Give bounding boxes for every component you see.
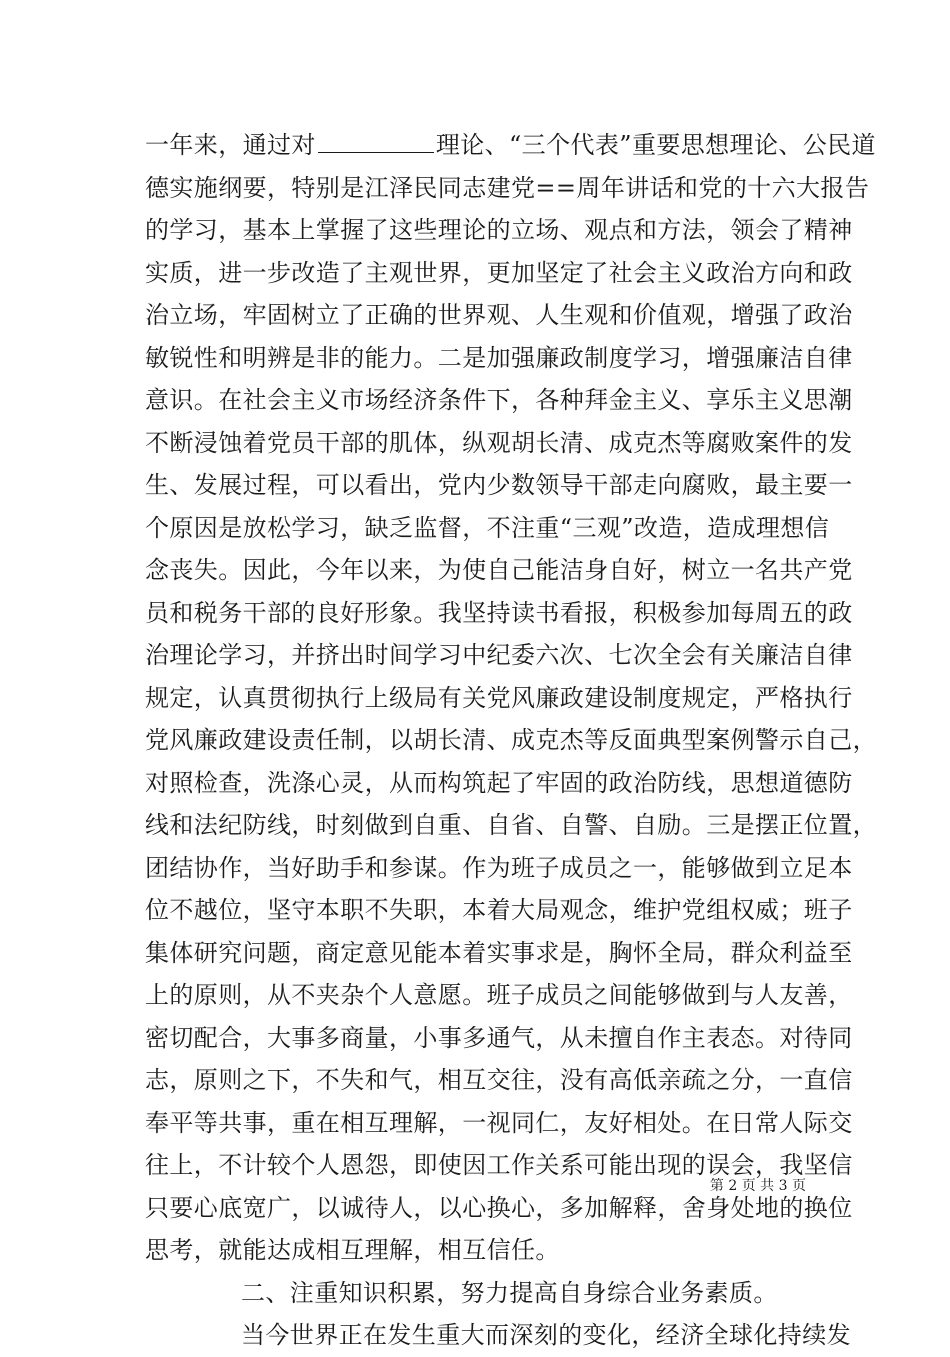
text-line: 上的原则，从不夹杂个人意愿。班子成员之间能够做到与人友善，: [145, 981, 853, 1009]
text-line: 不断浸蚀着党员干部的肌体，纵观胡长清、成克杰等腐败案件的发: [145, 428, 853, 457]
paragraph-first-line: 当今世界正在发生重大而深刻的变化，经济全球化持续发: [241, 1321, 851, 1349]
text-line: 往上，不计较个人恩怨，即使因工作关系可能出现的误会，我坚信: [145, 1151, 853, 1179]
line-text-before-blank: 一年来，通过对: [145, 131, 316, 159]
text-line: 规定，认真贯彻执行上级局有关党风廉政建设制度规定，严格执行: [145, 683, 853, 712]
text-line: 只要心底宽广，以诚待人，以心换心，多加解释，舍身处地的换位: [145, 1193, 853, 1222]
text-line: 治理论学习，并挤出时间学习中纪委六次、七次全会有关廉洁自律: [145, 641, 853, 669]
text-line: 员和税务干部的良好形象。我坚持读书看报，积极参加每周五的政: [145, 598, 853, 627]
text-line: 意识。在社会主义市场经济条件下，各种拜金主义、享乐主义思潮: [145, 386, 853, 414]
text-line: [145, 124, 876, 167]
text-line: 生、发展过程，可以看出，党内少数领导干部走向腐败，最主要一: [145, 471, 853, 499]
text-line: 德实施纲要，特别是江泽民同志建党==周年讲话和党的十六大报告: [145, 173, 870, 202]
document-body: [145, 124, 877, 1357]
page-number-footer: 第 2 页 共 3 页: [709, 1178, 806, 1194]
text-line: 敏锐性和明辨是非的能力。二是加强廉政制度学习，增强廉洁自律: [145, 343, 853, 372]
text-line: 思考，就能达成相互理解，相互信任。: [145, 1236, 560, 1264]
line-text-after-blank: 理论、“三个代表”重要思想理论、公民道: [435, 131, 876, 159]
text-line: 集体研究问题，商定意见能本着实事求是，胸怀全局，群众利益至: [145, 938, 853, 967]
text-line: 党风廉政建设责任制，以胡长清、成克杰等反面典型案例警示自己，: [145, 726, 877, 754]
text-line: 对照检查，洗涤心灵，从而构筑起了牢固的政治防线，思想道德防: [145, 768, 853, 797]
text-line: 实质，进一步改造了主观世界，更加坚定了社会主义政治方向和政: [145, 258, 853, 287]
text-line: 治立场，牢固树立了正确的世界观、人生观和价值观，增强了政治: [145, 301, 853, 329]
text-line: 奉平等共事，重在相互理解，一视同仁，友好相处。在日常人际交: [145, 1108, 853, 1137]
text-line: 密切配合，大事多商量，小事多通气，从未擅自作主表态。对待同: [145, 1023, 853, 1052]
fill-in-blank: [318, 130, 434, 153]
text-line: 的学习，基本上掌握了这些理论的立场、观点和方法，领会了精神: [145, 216, 853, 244]
section-heading: 二、注重知识积累，努力提高自身综合业务素质。: [241, 1278, 778, 1307]
text-line: 线和法纪防线，时刻做到自重、自省、自警、自励。三是摆正位置，: [145, 811, 877, 839]
text-line: 团结协作，当好助手和参谋。作为班子成员之一，能够做到立足本: [145, 853, 853, 882]
text-line: 个原因是放松学习，缺乏监督，不注重“三观”改造，造成理想信: [145, 513, 830, 542]
text-line: 志，原则之下，不失和气，相互交往，没有高低亲疏之分，一直信: [145, 1066, 853, 1094]
text-line: 位不越位，坚守本职不失职，本着大局观念，维护党组权威；班子: [145, 896, 853, 924]
text-line: 念丧失。因此，今年以来，为使自己能洁身自好，树立一名共产党: [145, 556, 853, 584]
